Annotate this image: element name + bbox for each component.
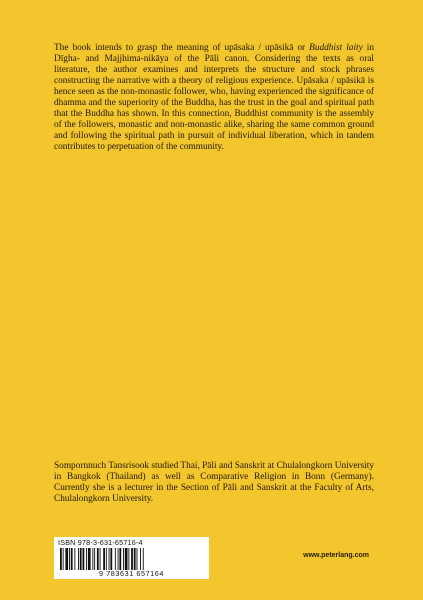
barcode-bar — [69, 548, 70, 570]
barcode-bar — [134, 548, 136, 570]
barcode-bar — [106, 548, 107, 570]
isbn-barcode — [54, 537, 209, 579]
isbn-label: ISBN 978-3-631-65716-4 — [58, 538, 143, 547]
barcode-bar — [119, 548, 121, 570]
barcode-bar — [125, 548, 128, 570]
barcode-bar — [118, 548, 119, 570]
barcode-bar — [83, 548, 85, 570]
barcode-bar — [97, 548, 99, 570]
barcode-bar — [143, 548, 144, 570]
barcode-bar — [63, 548, 64, 570]
barcode-bar — [71, 548, 73, 570]
barcode-bar — [110, 548, 112, 570]
barcode-digits: 9 783631 657164 — [99, 569, 164, 578]
barcode-bar — [140, 548, 141, 570]
barcode-bar — [128, 548, 129, 570]
barcode-bar — [92, 548, 93, 570]
description-body: in Dīgha- and Majjhima-nikāya of the Pāli canon. Considering the texts as oral literature, the author examines and interprets the structure and stock phrases constructing the narrative with a theory of religious experience. Upāsaka / upāsikā is hence seen as the non-monastic follower, who, having experienced the significance of dhamma and the superiority of the Buddha, has the trust in the goal and spiritual path that the Buddha has shown. In this connection, Buddhist community is the assembly of the followers, monastic and non-monastic alike, sharing the same common ground and following the spiritual path in pursuit of individual liberation, which in tandem contributes to perpetuation of the community. — [54, 43, 374, 152]
barcode-bar — [65, 548, 68, 570]
barcode-bar — [80, 548, 82, 570]
barcode-bar — [103, 548, 105, 570]
barcode-bar — [94, 548, 95, 570]
barcode-bar — [100, 548, 101, 570]
barcode-bar — [131, 548, 133, 570]
barcode-bar — [115, 548, 116, 570]
book-description — [54, 43, 374, 153]
barcode-bar — [78, 548, 79, 570]
barcode-bar — [88, 548, 91, 570]
barcode-bar — [109, 548, 110, 570]
description-italic-term: Buddhist laity — [309, 43, 363, 53]
barcode-bar — [74, 548, 75, 570]
barcode-bars — [60, 548, 203, 570]
barcode-bar — [137, 548, 138, 570]
barcode-bar — [123, 548, 124, 570]
barcode-bar — [60, 548, 62, 570]
barcode-bar — [86, 548, 87, 570]
publisher-url: www.peterlang.com — [303, 552, 369, 559]
description-intro: The book intends to grasp the meaning of upāsaka / upāsikā or — [54, 43, 310, 53]
author-bio: Sompornnuch Tansrisook studied Thai, Pāli and Sanskrit at Chulalongkorn University in Bangkok (Thailand) as well as Comparative Religion in Bonn (Germany). Currently she is a lecturer in the Section of Pāli and Sanskrit at the Faculty of Arts, Chulalongkorn University. — [54, 461, 374, 504]
